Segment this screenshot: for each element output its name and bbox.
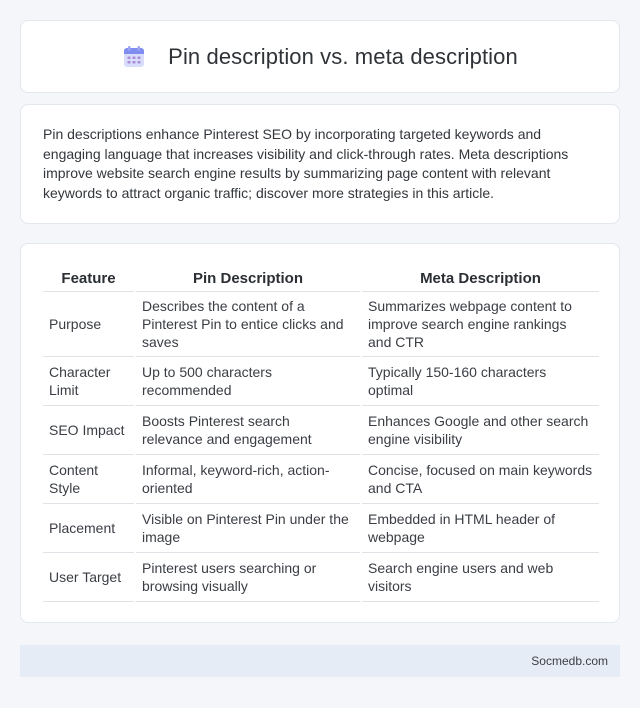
column-header-meta-description: Meta Description — [361, 264, 599, 292]
table-row — [43, 406, 599, 455]
table-cell-meta: Search engine users and web visitors — [361, 553, 599, 602]
table-cell-meta: Typically 150-160 characters optimal — [361, 357, 599, 406]
calendar-icon — [122, 45, 146, 69]
comparison-table — [43, 264, 599, 602]
table-row — [43, 357, 599, 406]
table-cell-feature: Placement — [43, 504, 135, 553]
table-cell-pin: Up to 500 characters recommended — [135, 357, 361, 406]
table-cell-feature: User Target — [43, 553, 135, 602]
column-header-pin-description: Pin Description — [135, 264, 361, 292]
table-cell-meta: Concise, focused on main keywords and CTA — [361, 455, 599, 504]
table-cell-feature: Content Style — [43, 455, 135, 504]
table-cell-meta: Enhances Google and other search engine visibility — [361, 406, 599, 455]
column-header-feature: Feature — [43, 264, 135, 292]
table-cell-feature: Purpose — [43, 292, 135, 357]
table-cell-feature: Character Limit — [43, 357, 135, 406]
intro-card — [20, 104, 620, 224]
footer-bar — [20, 645, 620, 677]
intro-text: Pin descriptions enhance Pinterest SEO by incorporating targeted keywords and engaging language that increases visibility and click-through rates. Meta descriptions improve website search engine results by summarizing page content with relevant keywords to attract organic traffic; discover more strategies in this article. — [43, 126, 569, 201]
table-cell-pin: Informal, keyword-rich, action-oriented — [135, 455, 361, 504]
table-header-row — [43, 264, 599, 292]
table-row — [43, 553, 599, 602]
page-title: Pin description vs. meta description — [168, 43, 518, 69]
table-cell-feature: SEO Impact — [43, 406, 135, 455]
table-row — [43, 292, 599, 357]
footer-site-link[interactable]: Socmedb.com — [531, 654, 608, 668]
comparison-table-card — [20, 243, 620, 623]
table-row — [43, 455, 599, 504]
title-card — [20, 20, 620, 93]
table-cell-meta: Embedded in HTML header of webpage — [361, 504, 599, 553]
table-cell-pin: Boosts Pinterest search relevance and engagement — [135, 406, 361, 455]
table-cell-pin: Visible on Pinterest Pin under the image — [135, 504, 361, 553]
table-cell-pin: Pinterest users searching or browsing visually — [135, 553, 361, 602]
table-cell-meta: Summarizes webpage content to improve search engine rankings and CTR — [361, 292, 599, 357]
table-row — [43, 504, 599, 553]
table-cell-pin: Describes the content of a Pinterest Pin to entice clicks and saves — [135, 292, 361, 357]
